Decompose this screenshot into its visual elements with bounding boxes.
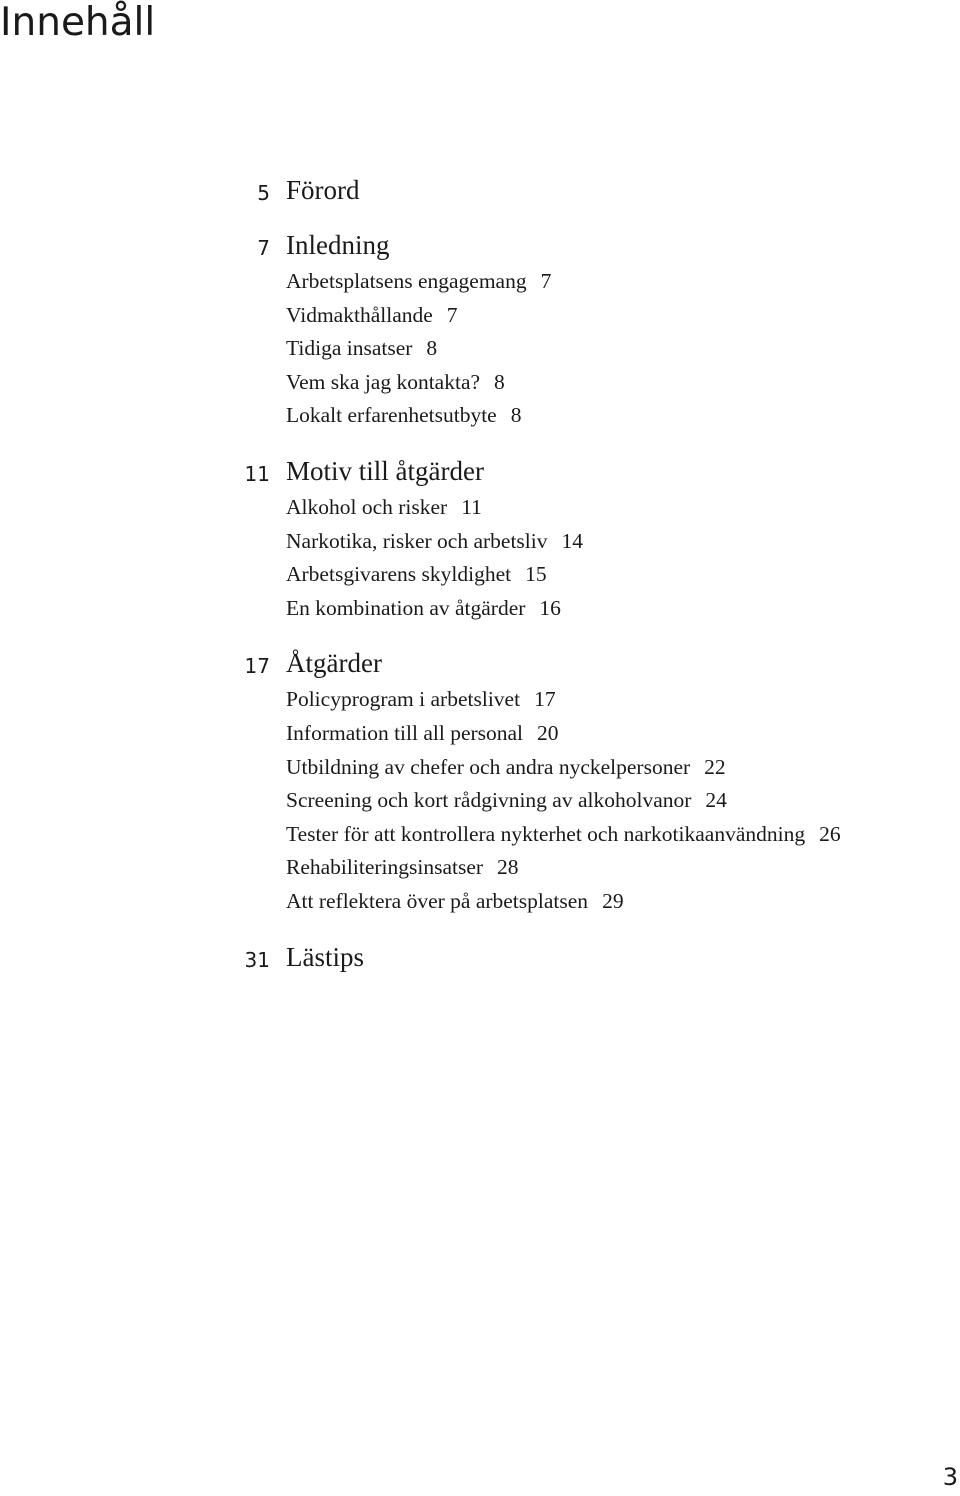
entry-page-number: 14 xyxy=(561,528,583,553)
entry-title: Utbildning av chefer och andra nyckelpersoner xyxy=(286,754,691,779)
toc-entry[interactable] xyxy=(286,525,960,559)
toc-section-heading[interactable] xyxy=(0,451,960,491)
toc-entry[interactable] xyxy=(286,366,960,400)
toc-entry[interactable] xyxy=(286,491,960,525)
toc-entry[interactable] xyxy=(286,751,960,785)
entry-title: Lokalt erfarenhetsutbyte xyxy=(286,403,497,428)
toc-entry-list xyxy=(0,683,960,918)
entry-title: Arbetsgivarens skyldighet xyxy=(286,562,512,587)
toc-entry[interactable] xyxy=(286,399,960,433)
toc-entry[interactable] xyxy=(286,717,960,751)
entry-title: Narkotika, risker och arbetsliv xyxy=(286,528,548,553)
table-of-contents xyxy=(0,170,960,977)
entry-title: Vem ska jag kontakta? xyxy=(286,369,481,394)
section-title: Åtgärder xyxy=(286,648,382,679)
entry-title: Tester för att kontrollera nykterhet och narkotikaanvändning xyxy=(286,821,806,846)
toc-section-heading[interactable] xyxy=(0,643,960,683)
entry-title: Tidiga insatser xyxy=(286,336,413,361)
toc-section-inledning xyxy=(0,225,960,433)
entry-page-number: 28 xyxy=(497,855,519,880)
entry-page-number: 8 xyxy=(510,403,522,428)
entry-title: Rehabiliteringsinsatser xyxy=(286,855,484,880)
entry-page-number: 26 xyxy=(819,821,841,846)
section-page-number: 31 xyxy=(244,947,270,972)
entry-page-number: 11 xyxy=(461,494,482,519)
toc-section-motiv xyxy=(0,451,960,625)
section-title: Lästips xyxy=(286,941,364,972)
toc-entry[interactable] xyxy=(286,332,960,366)
toc-section-heading[interactable] xyxy=(0,937,960,977)
entry-page-number: 15 xyxy=(525,562,547,587)
entry-page-number: 8 xyxy=(494,369,505,394)
section-title: Inledning xyxy=(286,230,390,260)
entry-page-number: 8 xyxy=(426,336,438,361)
toc-section-lastips xyxy=(0,937,960,977)
toc-entry[interactable] xyxy=(286,558,960,592)
section-title: Motiv till åtgärder xyxy=(286,455,484,486)
entry-title: Information till all personal xyxy=(286,720,524,745)
entry-page-number: 17 xyxy=(534,687,556,712)
entry-title: Att reflektera över på arbetsplatsen xyxy=(286,888,589,913)
entry-page-number: 20 xyxy=(537,720,559,745)
entry-title: Vidmakthållande xyxy=(286,302,433,327)
entry-title: Screening och kort rådgivning av alkoholvanor xyxy=(286,788,692,813)
page-title: Innehåll xyxy=(0,0,156,45)
toc-entry[interactable] xyxy=(286,265,960,299)
toc-entry[interactable] xyxy=(286,683,960,717)
section-page-number: 5 xyxy=(257,181,270,205)
toc-entry[interactable] xyxy=(286,818,960,852)
toc-section-forord xyxy=(0,170,960,210)
toc-entry[interactable] xyxy=(286,784,960,818)
toc-section-heading[interactable] xyxy=(0,225,960,265)
section-page-number: 11 xyxy=(244,461,270,486)
entry-title: Arbetsplatsens engagemang xyxy=(286,269,527,293)
toc-entry[interactable] xyxy=(286,592,960,626)
toc-section-atgarder xyxy=(0,643,960,918)
entry-title: Policyprogram i arbetslivet xyxy=(286,687,521,712)
entry-page-number: 22 xyxy=(704,754,726,779)
section-title: Förord xyxy=(286,175,360,205)
entry-title: En kombination av åtgärder xyxy=(286,595,526,620)
entry-page-number: 16 xyxy=(539,595,561,620)
entry-page-number: 7 xyxy=(540,269,552,293)
entry-title: Alkohol och risker xyxy=(286,494,448,519)
toc-entry-list xyxy=(0,491,960,625)
entry-page-number: 7 xyxy=(446,302,458,327)
toc-entry[interactable] xyxy=(286,299,960,333)
entry-page-number: 29 xyxy=(602,888,624,913)
page-number: 3 xyxy=(942,1463,958,1491)
section-page-number: 17 xyxy=(244,654,270,679)
toc-section-heading[interactable] xyxy=(0,170,960,210)
toc-entry-list xyxy=(0,265,960,433)
section-page-number: 7 xyxy=(257,236,270,260)
toc-entry[interactable] xyxy=(286,885,960,919)
toc-entry[interactable] xyxy=(286,851,960,885)
entry-page-number: 24 xyxy=(705,788,727,813)
